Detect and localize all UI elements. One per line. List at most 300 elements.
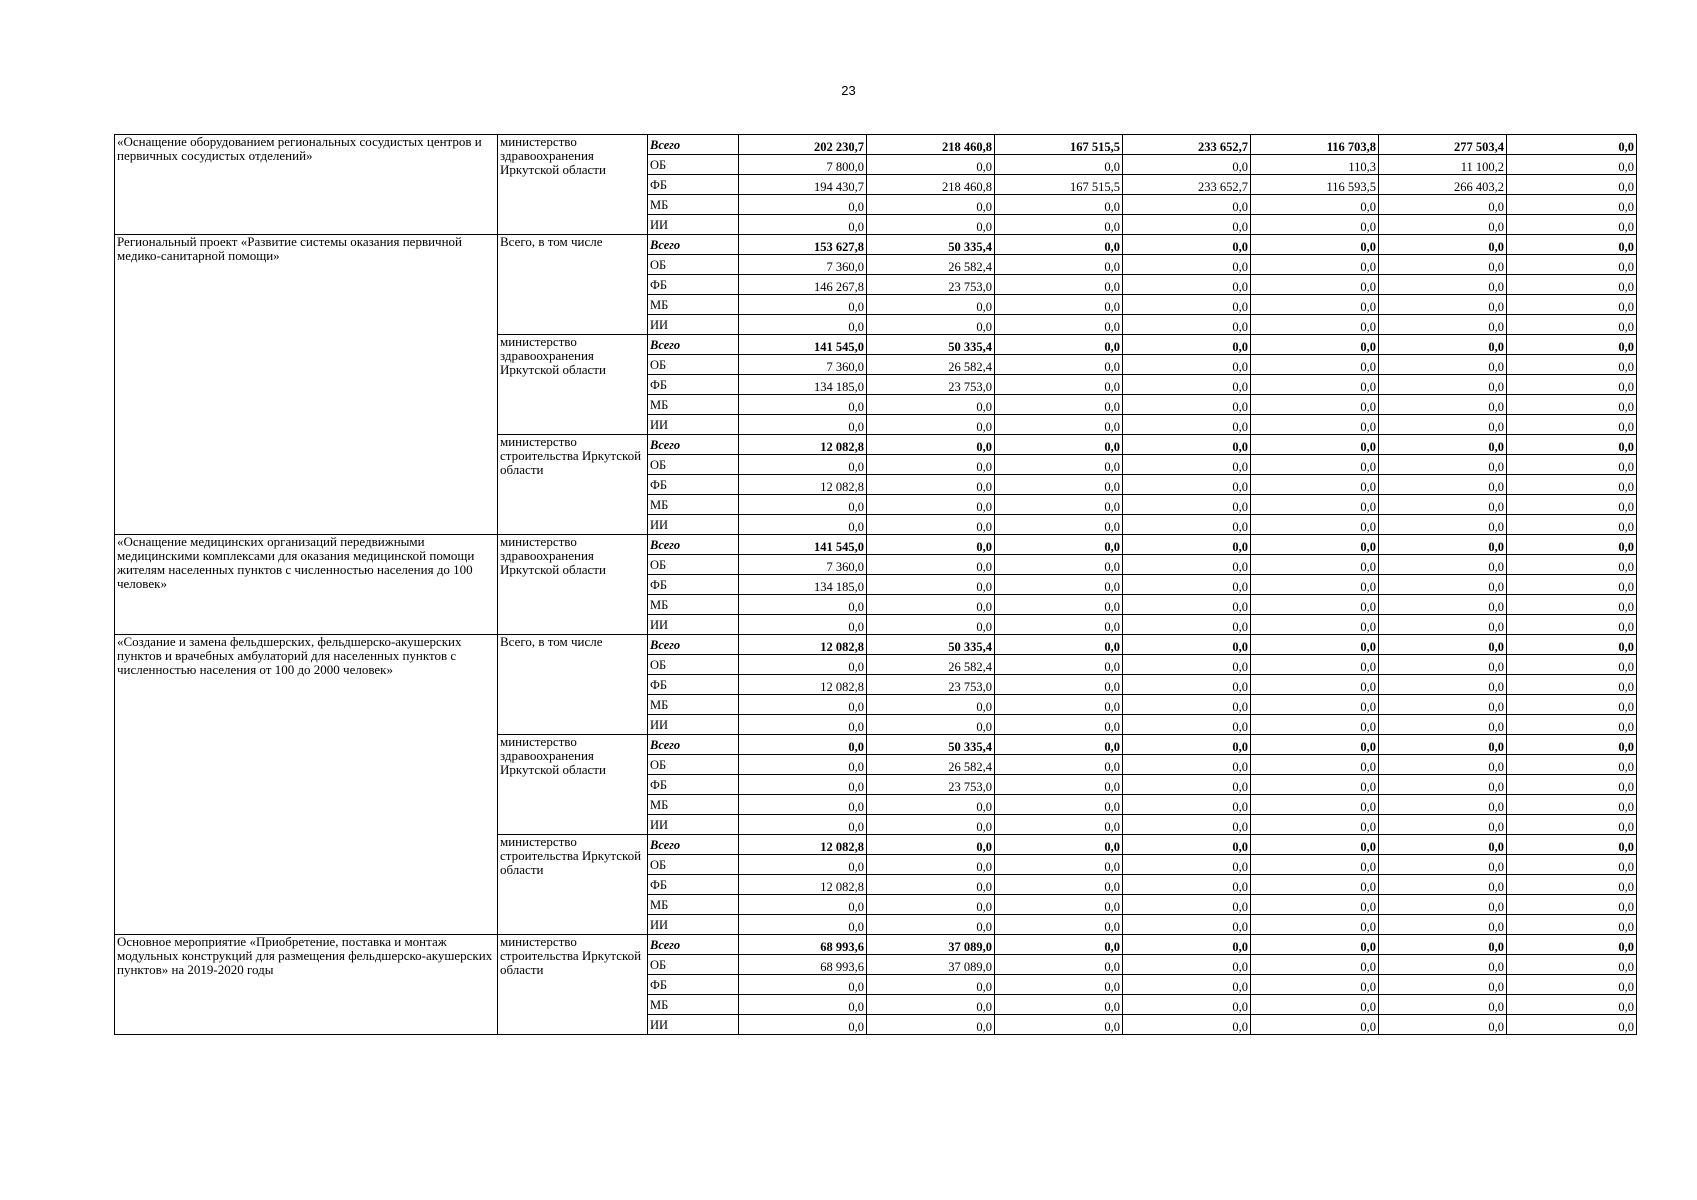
amount-cell: 0,0 (867, 995, 995, 1015)
funding-source-cell: Всего (648, 335, 739, 355)
amount-cell: 0,0 (995, 475, 1123, 495)
amount-cell: 233 652,7 (1123, 175, 1251, 195)
amount-cell: 0,0 (867, 915, 995, 935)
amount-cell: 23 753,0 (867, 775, 995, 795)
amount-cell: 0,0 (867, 395, 995, 415)
amount-cell: 0,0 (995, 635, 1123, 655)
amount-cell: 0,0 (1251, 635, 1379, 655)
amount-cell: 0,0 (995, 815, 1123, 835)
amount-cell: 0,0 (1507, 175, 1637, 195)
amount-cell: 141 545,0 (739, 535, 867, 555)
amount-cell: 0,0 (995, 655, 1123, 675)
amount-cell: 0,0 (1379, 675, 1507, 695)
amount-cell: 0,0 (1123, 655, 1251, 675)
amount-cell: 0,0 (1379, 255, 1507, 275)
funding-source-cell: ОБ (648, 355, 739, 375)
funding-source-cell: ФБ (648, 675, 739, 695)
amount-cell: 0,0 (1379, 355, 1507, 375)
amount-cell: 0,0 (995, 255, 1123, 275)
amount-cell: 0,0 (739, 795, 867, 815)
amount-cell: 0,0 (1507, 715, 1637, 735)
amount-cell: 0,0 (867, 835, 995, 855)
amount-cell: 0,0 (1507, 515, 1637, 535)
amount-cell: 0,0 (1507, 235, 1637, 255)
funding-source-cell: МБ (648, 395, 739, 415)
amount-cell: 0,0 (739, 295, 867, 315)
amount-cell: 0,0 (739, 755, 867, 775)
funding-source-cell: Всего (648, 535, 739, 555)
amount-cell: 0,0 (1123, 475, 1251, 495)
amount-cell: 0,0 (1251, 515, 1379, 535)
amount-cell: 0,0 (1507, 695, 1637, 715)
amount-cell: 0,0 (995, 875, 1123, 895)
executor-cell: министерство здравоохранения Иркутской области (498, 735, 648, 835)
amount-cell: 0,0 (1251, 975, 1379, 995)
funding-source-cell: МБ (648, 595, 739, 615)
amount-cell: 0,0 (1251, 595, 1379, 615)
amount-cell: 0,0 (1507, 375, 1637, 395)
amount-cell: 0,0 (995, 455, 1123, 475)
amount-cell: 0,0 (1507, 195, 1637, 215)
amount-cell: 50 335,4 (867, 635, 995, 655)
funding-source-cell: ФБ (648, 575, 739, 595)
amount-cell: 0,0 (1507, 1015, 1637, 1035)
amount-cell: 0,0 (995, 855, 1123, 875)
funding-source-cell: ФБ (648, 475, 739, 495)
amount-cell: 0,0 (739, 195, 867, 215)
amount-cell: 0,0 (1379, 915, 1507, 935)
amount-cell: 0,0 (867, 515, 995, 535)
amount-cell: 0,0 (1507, 675, 1637, 695)
amount-cell: 0,0 (1123, 815, 1251, 835)
amount-cell: 37 089,0 (867, 935, 995, 955)
amount-cell: 0,0 (739, 315, 867, 335)
amount-cell: 0,0 (995, 755, 1123, 775)
amount-cell: 0,0 (1507, 875, 1637, 895)
amount-cell: 0,0 (867, 215, 995, 235)
amount-cell: 0,0 (1379, 1015, 1507, 1035)
amount-cell: 0,0 (739, 995, 867, 1015)
amount-cell: 0,0 (1251, 335, 1379, 355)
amount-cell: 0,0 (1379, 475, 1507, 495)
funding-source-cell: ИИ (648, 615, 739, 635)
funding-source-cell: Всего (648, 835, 739, 855)
amount-cell: 0,0 (1251, 695, 1379, 715)
amount-cell: 0,0 (1507, 415, 1637, 435)
amount-cell: 0,0 (1251, 795, 1379, 815)
amount-cell: 0,0 (1379, 495, 1507, 515)
funding-source-cell: Всего (648, 635, 739, 655)
amount-cell: 0,0 (867, 315, 995, 335)
amount-cell: 0,0 (1251, 995, 1379, 1015)
amount-cell: 0,0 (739, 495, 867, 515)
amount-cell: 0,0 (739, 395, 867, 415)
amount-cell: 0,0 (1123, 515, 1251, 535)
funding-source-cell: ФБ (648, 375, 739, 395)
amount-cell: 0,0 (1123, 315, 1251, 335)
amount-cell: 0,0 (1507, 815, 1637, 835)
amount-cell: 0,0 (1123, 755, 1251, 775)
amount-cell: 0,0 (1123, 355, 1251, 375)
amount-cell: 50 335,4 (867, 335, 995, 355)
amount-cell: 0,0 (1379, 555, 1507, 575)
amount-cell: 0,0 (1123, 895, 1251, 915)
amount-cell: 0,0 (1379, 455, 1507, 475)
amount-cell: 0,0 (1379, 435, 1507, 455)
amount-cell: 0,0 (867, 495, 995, 515)
funding-source-cell: Всего (648, 935, 739, 955)
amount-cell: 23 753,0 (867, 375, 995, 395)
amount-cell: 0,0 (995, 715, 1123, 735)
amount-cell: 0,0 (1251, 1015, 1379, 1035)
amount-cell: 0,0 (1507, 215, 1637, 235)
executor-cell: министерство строительства Иркутской области (498, 835, 648, 935)
amount-cell: 0,0 (995, 375, 1123, 395)
funding-source-cell: Всего (648, 235, 739, 255)
amount-cell: 233 652,7 (1123, 135, 1251, 155)
amount-cell: 0,0 (995, 775, 1123, 795)
amount-cell: 0,0 (1251, 735, 1379, 755)
amount-cell: 0,0 (1379, 595, 1507, 615)
amount-cell: 0,0 (1123, 955, 1251, 975)
amount-cell: 0,0 (995, 495, 1123, 515)
amount-cell: 0,0 (867, 155, 995, 175)
amount-cell: 0,0 (1379, 815, 1507, 835)
amount-cell: 0,0 (1379, 275, 1507, 295)
funding-source-cell: ИИ (648, 715, 739, 735)
funding-source-cell: ОБ (648, 555, 739, 575)
budget-table (114, 134, 1637, 1035)
amount-cell: 0,0 (1379, 315, 1507, 335)
amount-cell: 0,0 (1251, 255, 1379, 275)
amount-cell: 0,0 (739, 815, 867, 835)
amount-cell: 0,0 (1251, 395, 1379, 415)
amount-cell: 0,0 (1379, 295, 1507, 315)
amount-cell: 0,0 (1123, 1015, 1251, 1035)
amount-cell: 146 267,8 (739, 275, 867, 295)
activity-name: Основное мероприятие «Приобретение, поставка и монтаж модульных конструкций для размещения фельдшерско-акушерских пунктов» на 2019-2020 годы (115, 935, 498, 1035)
amount-cell: 0,0 (1123, 635, 1251, 655)
amount-cell: 0,0 (867, 815, 995, 835)
amount-cell: 0,0 (1379, 775, 1507, 795)
amount-cell: 0,0 (1379, 235, 1507, 255)
amount-cell: 0,0 (739, 895, 867, 915)
amount-cell: 0,0 (1507, 755, 1637, 775)
amount-cell: 0,0 (1123, 195, 1251, 215)
amount-cell: 0,0 (995, 1015, 1123, 1035)
amount-cell: 26 582,4 (867, 255, 995, 275)
amount-cell: 0,0 (995, 195, 1123, 215)
amount-cell: 0,0 (1251, 275, 1379, 295)
amount-cell: 0,0 (995, 515, 1123, 535)
amount-cell: 0,0 (1379, 335, 1507, 355)
amount-cell: 0,0 (739, 775, 867, 795)
amount-cell: 0,0 (1123, 775, 1251, 795)
funding-source-cell: ФБ (648, 875, 739, 895)
amount-cell: 0,0 (995, 235, 1123, 255)
amount-cell: 0,0 (739, 735, 867, 755)
amount-cell: 0,0 (1123, 795, 1251, 815)
amount-cell: 0,0 (867, 415, 995, 435)
amount-cell: 0,0 (1379, 995, 1507, 1015)
amount-cell: 0,0 (1123, 575, 1251, 595)
amount-cell: 0,0 (995, 395, 1123, 415)
amount-cell: 0,0 (1123, 995, 1251, 1015)
amount-cell: 26 582,4 (867, 655, 995, 675)
page-number: 23 (841, 83, 856, 98)
amount-cell: 0,0 (867, 475, 995, 495)
amount-cell: 0,0 (995, 295, 1123, 315)
amount-cell: 0,0 (1507, 135, 1637, 155)
amount-cell: 0,0 (995, 575, 1123, 595)
amount-cell: 0,0 (1379, 375, 1507, 395)
amount-cell: 0,0 (1507, 595, 1637, 615)
amount-cell: 0,0 (1379, 895, 1507, 915)
executor-cell: министерство здравоохранения Иркутской области (498, 135, 648, 235)
table-row (115, 235, 1637, 255)
amount-cell: 0,0 (1123, 595, 1251, 615)
amount-cell: 0,0 (1379, 515, 1507, 535)
amount-cell: 12 082,8 (739, 635, 867, 655)
funding-source-cell: ОБ (648, 755, 739, 775)
funding-source-cell: МБ (648, 695, 739, 715)
amount-cell: 7 800,0 (739, 155, 867, 175)
amount-cell: 68 993,6 (739, 955, 867, 975)
funding-source-cell: Всего (648, 135, 739, 155)
table-row (115, 535, 1637, 555)
amount-cell: 0,0 (739, 415, 867, 435)
amount-cell: 0,0 (995, 435, 1123, 455)
funding-source-cell: ОБ (648, 255, 739, 275)
amount-cell: 0,0 (1379, 835, 1507, 855)
amount-cell: 0,0 (1507, 635, 1637, 655)
amount-cell: 0,0 (995, 955, 1123, 975)
amount-cell: 0,0 (1123, 555, 1251, 575)
table-row (115, 635, 1637, 655)
amount-cell: 0,0 (739, 615, 867, 635)
amount-cell: 0,0 (995, 555, 1123, 575)
amount-cell: 0,0 (1123, 335, 1251, 355)
amount-cell: 0,0 (1251, 455, 1379, 475)
amount-cell: 0,0 (1507, 315, 1637, 335)
amount-cell: 0,0 (1507, 435, 1637, 455)
amount-cell: 12 082,8 (739, 435, 867, 455)
amount-cell: 0,0 (1507, 335, 1637, 355)
amount-cell: 0,0 (995, 615, 1123, 635)
amount-cell: 0,0 (867, 895, 995, 915)
funding-source-cell: Всего (648, 435, 739, 455)
amount-cell: 0,0 (1379, 955, 1507, 975)
amount-cell: 0,0 (1507, 955, 1637, 975)
amount-cell: 141 545,0 (739, 335, 867, 355)
amount-cell: 0,0 (1379, 715, 1507, 735)
amount-cell: 0,0 (1379, 735, 1507, 755)
amount-cell: 12 082,8 (739, 835, 867, 855)
amount-cell: 0,0 (1379, 855, 1507, 875)
amount-cell: 0,0 (1123, 235, 1251, 255)
amount-cell: 0,0 (995, 215, 1123, 235)
amount-cell: 0,0 (867, 455, 995, 475)
table-row (115, 135, 1637, 155)
amount-cell: 0,0 (1251, 535, 1379, 555)
amount-cell: 202 230,7 (739, 135, 867, 155)
amount-cell: 0,0 (739, 455, 867, 475)
amount-cell: 0,0 (1507, 555, 1637, 575)
amount-cell: 0,0 (1507, 255, 1637, 275)
amount-cell: 0,0 (995, 995, 1123, 1015)
amount-cell: 0,0 (1507, 575, 1637, 595)
amount-cell: 0,0 (739, 515, 867, 535)
amount-cell: 7 360,0 (739, 255, 867, 275)
amount-cell: 0,0 (1379, 635, 1507, 655)
amount-cell: 0,0 (867, 595, 995, 615)
amount-cell: 0,0 (1507, 395, 1637, 415)
amount-cell: 0,0 (995, 275, 1123, 295)
amount-cell: 0,0 (1251, 915, 1379, 935)
executor-cell: Всего, в том числе (498, 235, 648, 335)
amount-cell: 0,0 (1123, 695, 1251, 715)
amount-cell: 0,0 (1123, 935, 1251, 955)
funding-source-cell: ФБ (648, 975, 739, 995)
amount-cell: 0,0 (1379, 755, 1507, 775)
funding-source-cell: ОБ (648, 955, 739, 975)
amount-cell: 0,0 (995, 535, 1123, 555)
amount-cell: 0,0 (995, 895, 1123, 915)
amount-cell: 0,0 (1123, 275, 1251, 295)
amount-cell: 0,0 (739, 595, 867, 615)
amount-cell: 0,0 (1123, 735, 1251, 755)
amount-cell: 134 185,0 (739, 575, 867, 595)
amount-cell: 0,0 (1251, 475, 1379, 495)
amount-cell: 0,0 (995, 915, 1123, 935)
amount-cell: 0,0 (995, 795, 1123, 815)
amount-cell: 0,0 (1251, 555, 1379, 575)
amount-cell: 0,0 (739, 695, 867, 715)
executor-cell: министерство строительства Иркутской области (498, 435, 648, 535)
amount-cell: 37 089,0 (867, 955, 995, 975)
amount-cell: 0,0 (867, 715, 995, 735)
amount-cell: 0,0 (995, 975, 1123, 995)
amount-cell: 266 403,2 (1379, 175, 1507, 195)
amount-cell: 0,0 (1251, 295, 1379, 315)
amount-cell: 0,0 (1507, 835, 1637, 855)
amount-cell: 0,0 (1123, 455, 1251, 475)
amount-cell: 0,0 (867, 575, 995, 595)
amount-cell: 0,0 (1251, 235, 1379, 255)
amount-cell: 0,0 (1251, 195, 1379, 215)
amount-cell: 0,0 (1507, 295, 1637, 315)
funding-source-cell: Всего (648, 735, 739, 755)
amount-cell: 0,0 (1251, 215, 1379, 235)
amount-cell: 12 082,8 (739, 475, 867, 495)
amount-cell: 0,0 (1507, 915, 1637, 935)
activity-name: «Оснащение медицинских организаций передвижными медицинскими комплексами для оказания медицинской помощи жителям населенных пунктов с численностью населения до 100 человек» (115, 535, 498, 635)
amount-cell: 0,0 (1379, 195, 1507, 215)
amount-cell: 0,0 (739, 1015, 867, 1035)
amount-cell: 23 753,0 (867, 275, 995, 295)
amount-cell: 0,0 (1123, 715, 1251, 735)
amount-cell: 0,0 (1379, 535, 1507, 555)
amount-cell: 0,0 (1123, 395, 1251, 415)
funding-source-cell: ИИ (648, 415, 739, 435)
amount-cell: 0,0 (739, 975, 867, 995)
amount-cell: 0,0 (1251, 815, 1379, 835)
activity-name: Региональный проект «Развитие системы оказания первичной медико-санитарной помощи» (115, 235, 498, 535)
amount-cell: 0,0 (1251, 575, 1379, 595)
amount-cell: 0,0 (1251, 955, 1379, 975)
funding-source-cell: ФБ (648, 275, 739, 295)
amount-cell: 0,0 (1123, 295, 1251, 315)
amount-cell: 50 335,4 (867, 235, 995, 255)
funding-source-cell: ИИ (648, 915, 739, 935)
table-body (115, 135, 1637, 1035)
amount-cell: 0,0 (1251, 875, 1379, 895)
amount-cell: 218 460,8 (867, 135, 995, 155)
funding-source-cell: МБ (648, 995, 739, 1015)
amount-cell: 0,0 (1251, 715, 1379, 735)
amount-cell: 0,0 (1507, 615, 1637, 635)
amount-cell: 110,3 (1251, 155, 1379, 175)
amount-cell: 0,0 (867, 875, 995, 895)
amount-cell: 0,0 (1251, 755, 1379, 775)
amount-cell: 0,0 (1379, 415, 1507, 435)
amount-cell: 153 627,8 (739, 235, 867, 255)
amount-cell: 0,0 (1507, 995, 1637, 1015)
amount-cell: 0,0 (739, 715, 867, 735)
amount-cell: 0,0 (1251, 895, 1379, 915)
amount-cell: 0,0 (739, 855, 867, 875)
executor-cell: Всего, в том числе (498, 635, 648, 735)
amount-cell: 0,0 (1507, 975, 1637, 995)
amount-cell: 0,0 (739, 915, 867, 935)
amount-cell: 0,0 (1379, 695, 1507, 715)
amount-cell: 0,0 (1379, 795, 1507, 815)
amount-cell: 0,0 (1251, 835, 1379, 855)
funding-source-cell: ОБ (648, 155, 739, 175)
amount-cell: 0,0 (995, 415, 1123, 435)
amount-cell: 0,0 (867, 435, 995, 455)
amount-cell: 0,0 (1251, 355, 1379, 375)
funding-source-cell: ИИ (648, 215, 739, 235)
amount-cell: 0,0 (1507, 895, 1637, 915)
amount-cell: 194 430,7 (739, 175, 867, 195)
amount-cell: 0,0 (1251, 375, 1379, 395)
amount-cell: 0,0 (867, 535, 995, 555)
funding-source-cell: ФБ (648, 775, 739, 795)
amount-cell: 0,0 (867, 295, 995, 315)
amount-cell: 0,0 (1251, 655, 1379, 675)
amount-cell: 23 753,0 (867, 675, 995, 695)
funding-source-cell: ОБ (648, 655, 739, 675)
amount-cell: 0,0 (1123, 535, 1251, 555)
amount-cell: 0,0 (1251, 935, 1379, 955)
amount-cell: 0,0 (1507, 655, 1637, 675)
amount-cell: 0,0 (1507, 535, 1637, 555)
amount-cell: 0,0 (1507, 935, 1637, 955)
amount-cell: 0,0 (995, 335, 1123, 355)
amount-cell: 0,0 (1379, 975, 1507, 995)
amount-cell: 167 515,5 (995, 175, 1123, 195)
amount-cell: 0,0 (1123, 255, 1251, 275)
amount-cell: 0,0 (1379, 935, 1507, 955)
amount-cell: 0,0 (1123, 495, 1251, 515)
amount-cell: 0,0 (1507, 795, 1637, 815)
executor-cell: министерство строительства Иркутской области (498, 935, 648, 1035)
amount-cell: 0,0 (1251, 415, 1379, 435)
amount-cell: 0,0 (1251, 855, 1379, 875)
funding-source-cell: ИИ (648, 815, 739, 835)
amount-cell: 0,0 (995, 595, 1123, 615)
